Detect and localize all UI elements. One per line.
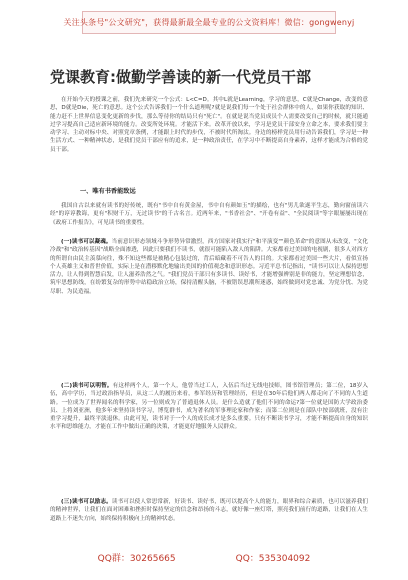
paragraph-2	[50, 238, 368, 296]
paragraph-2-lead: (一)读书可以凝魂。	[61, 239, 112, 245]
footer-contact	[0, 551, 408, 564]
paragraph-4-text: 读书可以使人常思常新，好读书、读好书，既可以提高个人的能力，眼界和综合素质，也可以滋养我们的精神世界，让我们在面对困难和挫折时保持坚定的信念和昂扬的斗志，就好像一座灯塔，照亮我们前行的道路，让我们在人生道路上不迷失方向，始终保持积极向上的精神状态。	[50, 499, 368, 522]
promo-banner: 关注头条号"公文研究"，获得最新最全最专业的公文资料库！微信：gongwenyj	[82, 11, 336, 34]
paragraph-3	[50, 382, 368, 432]
paragraph-4	[50, 498, 368, 523]
footer-qq-group: QQ群：30265665	[97, 554, 176, 564]
footer-qq: QQ：535304092	[235, 554, 311, 564]
paragraph-4-lead: (三)读书可以励志。	[61, 499, 112, 505]
paragraph-1: 我国自古以来就有读书的好传统，既有"书中自有黄金屋，书中自有颜如玉"的描绘，也有"男儿欲遂平生志，勤向窗前读六经"的谆谆教诲，更有"积财千万，无过读书"的千古名言。近两年来，"书香社会"、"开卷有益"、"全民阅读"等字眼屡屡出现在《政府工作报告》，可见读书的重要性。	[50, 203, 368, 226]
paragraph-3-text: 有这样两个人，第一个人，他曾当过工人，入伍后当过无线电技师，图书馆管理员；第二位，18岁入伍，高中学历，当过政治指导员，从这二人的履历来看，参军经历和管理经历，但是在30年后他们两人都走向了不同的人生道路。一位成为了世界闻名的科学家，另一位则成为了普通退休人员。是什么造就了他们不同的命运?第一位就是国防大学政治委员、上将刘亚洲，他多年来坚持读书学习，博览群书，成为著名的军事理论家和作家；而第二位则是在部队中按部就班，没有注重学习提升，最终平淡退休。由此可见，读书对于一个人的成长成才是多么重要。只有不断读书学习，才能不断提高自身的知识水平和思维能力，才能在工作中做出正确的决策，才能更好地服务人民群众。	[50, 383, 368, 431]
section-heading: 一、唯有书香能致远	[80, 188, 136, 195]
paragraph-2-text: 当前意识形态领域斗争形势异常激烈，西方国家对我实行"和平演变""颜色革命"的意图从未改变，"文化冷战"和"政治转基因"战略全面渗透，因此只要我们不读书，就很可能陷入敌人的陷阱。大家都看过美国的电视剧，很多人对西方的所谓自由民主羡慕向往，殊不知这些都是被精心包装过的，背后暗藏着不可告人的目的。大家都看过美国一些大片，看似宣扬个人英雄主义和普世价值，实际上是在潜移默化地输出美国的价值观念和意识形态。习近平总书记指出，"读书可以让人保持思想活力，让人得到智慧启发，让人滋养浩然之气。"我们党员干部只有多读书、读好书，才能增强辨别是非的能力，坚定理想信念，筑牢思想防线，在纷繁复杂的形势中站稳政治立场，保持清醒头脑，不被错误思潮所迷惑，始终做到对党忠诚、为党分忧、为党尽职、为民造福。	[50, 239, 368, 295]
intro-paragraph: 在开始今天的授课之前，我们先来研究一个公式：L<C=D。其中L就是Learning，学习的意思，C就是Change，改变的意思，D就是Die，死亡的意思。这个公式告诉我们一个什么道理呢?就是说我们每一个处于社会群体中的人，如果你获取的知识、能力赶不上世界信息变化更新的步伐，那么等待你的结局只有"死亡"。在就是说当党员成员个人需要改变自己的时候，就只能通过学习提高自己适应新环境的能力。改变所处环境。才能活下来。改革开放以来，学习是党员干部安身立命之本，要求我们要主动学习、主动对标中央、对照党章条例，才能跟上时代的步伐，不被时代所淘汰。身边的榜样党员用行动告诉我们，学习是一种生活方式、一种精神状态，是我们党员干部应有的追求，是一种政治责任，在学习中不断提高自身素养，这样才能成为合格的党员干部。	[50, 97, 368, 153]
document-title: 党课教育:做勤学善读的新一代党员干部	[50, 68, 312, 86]
paragraph-3-lead: (二)读书可以明智。	[61, 383, 113, 389]
